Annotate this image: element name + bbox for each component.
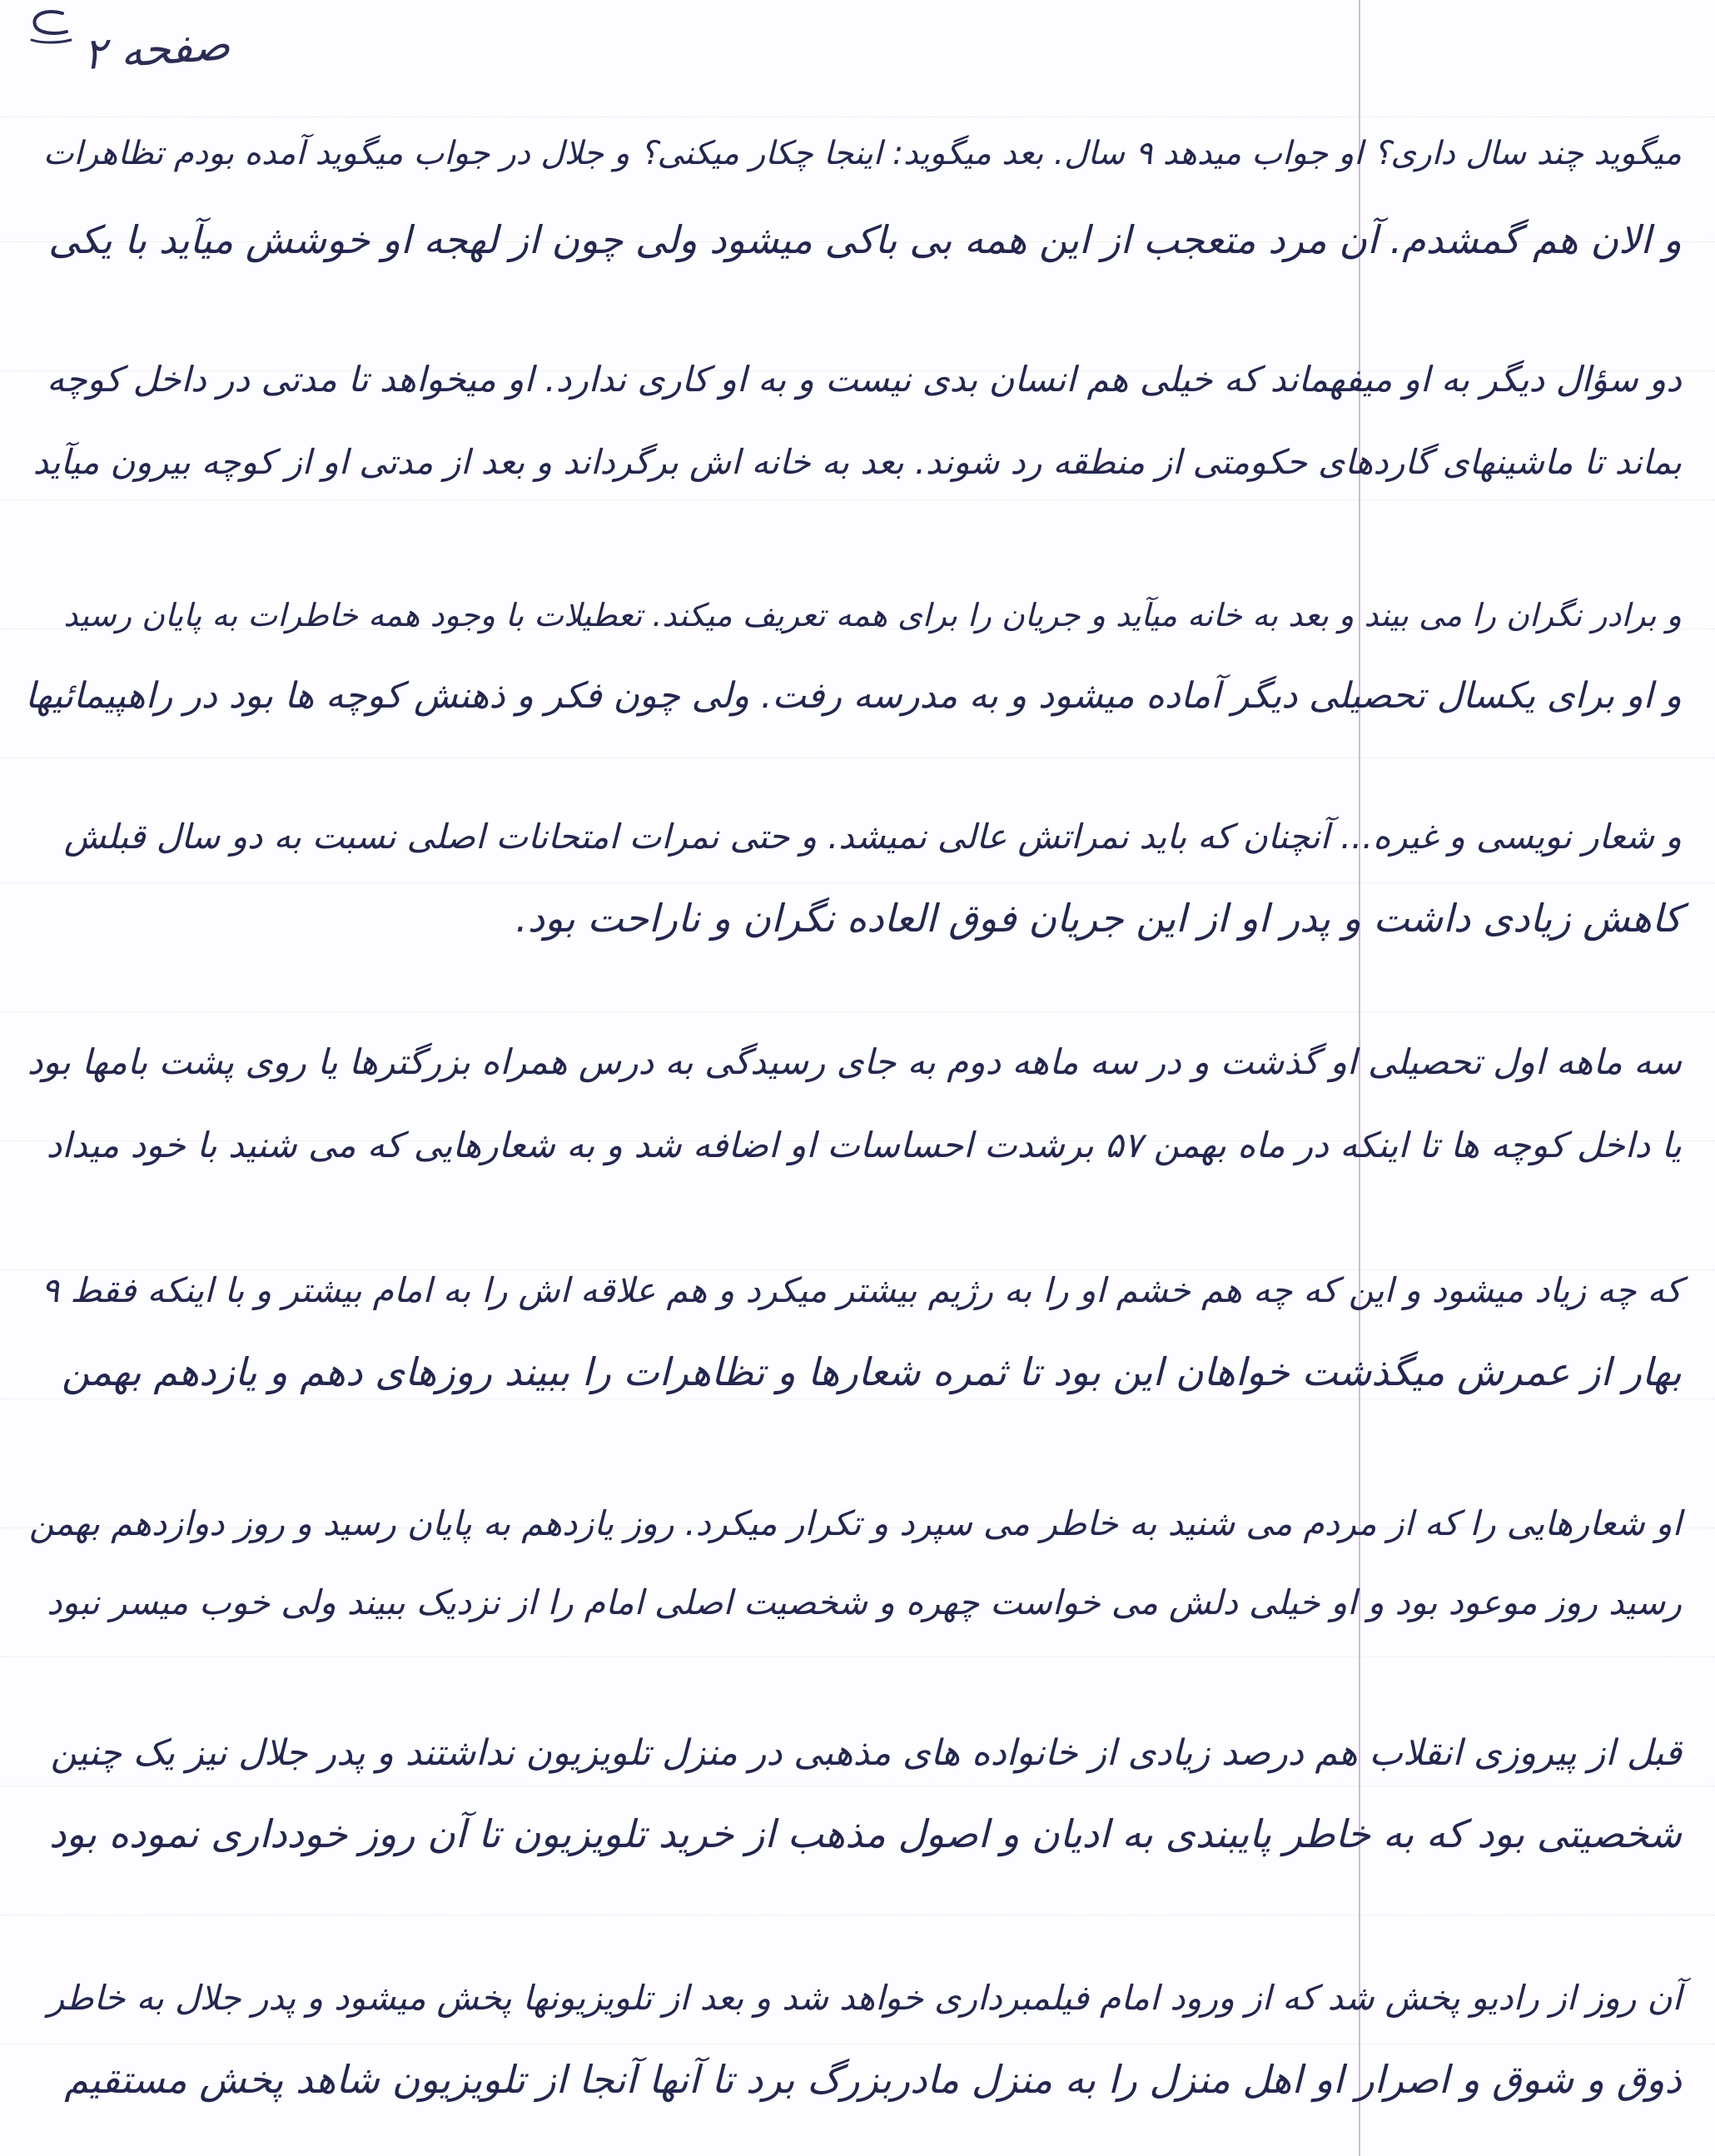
text-line: میگوید چند سال داری؟ او جواب میدهد ۹ سال. بعد میگوید: اینجا چکار میکنی؟ و جلال در جواب میگوید آمده بودم تظاهرات (42, 135, 1682, 172)
text-line: بماند تا ماشینهای گاردهای حکومتی از منطقه رد شوند. بعد به خانه اش برگرداند و بعد از مدتی او از کوچه بیرون میآید (32, 442, 1682, 482)
paper-rule (0, 499, 1715, 500)
text-line: سه ماهه اول تحصیلی او گذشت و در سه ماهه دوم به جای رسیدگی به درس همراه بزرگترها یا روی پشت بامها بود (27, 1041, 1682, 1082)
paper-rule (0, 882, 1715, 883)
page-number: صفحه ۲ (82, 19, 232, 81)
paper-rule (0, 1011, 1715, 1012)
text-line: دو سؤال دیگر به او میفهماند که خیلی هم انسان بدی نیست و به او کاری ندارد. او میخواهد تا مدتی در داخل کوچه (47, 359, 1682, 400)
text-line: رسید روز موعود بود و او خیلی دلش می خواست چهره و شخصیت اصلی امام را از نزدیک ببیند ولی خوب میسر نبود (47, 1582, 1682, 1622)
text-line: او شعارهایی را که از مردم می شنید به خاطر می سپرد و تکرار میکرد. روز یازدهم به پایان رسید و روز دوازدهم بهمن (28, 1503, 1682, 1543)
text-line: بهار از عمرش میگذشت خواهان این بود تا ثمره شعارها و تظاهرات را ببیند روزهای دهم و یازدهم بهمن (62, 1349, 1682, 1394)
text-line: که چه زیاد میشود و این که چه هم خشم او را به رژیم بیشتر میکرد و هم علاقه اش را به امام بیشتر و با اینکه فقط ۹ (41, 1270, 1682, 1310)
text-line: آن روز از رادیو پخش شد که از ورود امام فیلمبرداری خواهد شد و بعد از تلویزیونها پخش میشود و پدر جلال به خاطر (47, 1978, 1682, 2018)
text-line: قبل از پیروزی انقلاب هم درصد زیادی از خانواده های مذهبی در منزل تلویزیون نداشتند و پدر جلال نیز یک چنین (50, 1732, 1682, 1774)
paper-rule (0, 1398, 1715, 1399)
text-line: یا داخل کوچه ها تا اینکه در ماه بهمن ۵۷ برشدت احساسات او اضافه شد و به شعارهایی که می شنید با خود میداد (46, 1125, 1682, 1165)
corner-scribble-icon (25, 7, 75, 48)
text-line: کاهش زیادی داشت و پدر او از این جریان فوق العاده نگران و ناراحت بود. (515, 896, 1682, 941)
text-line: و او برای یکسال تحصیلی دیگر آماده میشود و به مدرسه رفت. ولی چون فکر و ذهنش کوچه ها بود در راهپیمائیها (25, 675, 1682, 717)
text-line: و برادر نگران را می بیند و بعد به خانه میآید و جریان را برای همه تعریف میکند. تعطیلات با وجود همه خاطرات به پایان رسید (63, 597, 1682, 633)
text-line: و شعار نویسی و غیره... آنچنان که باید نمراتش عالی نمیشد. و حتی نمرات امتحانات اصلی نسبت به دو سال قبلش (63, 817, 1682, 857)
text-line: شخصیتی بود که به خاطر پایبندی به ادیان و اصول مذهب از خرید تلویزیون تا آن روز خودداری نموده بود (49, 1811, 1682, 1856)
text-line: ذوق و شوق و اصرار او اهل منزل را به منزل مادربزرگ برد تا آنها آنجا از تلویزیون شاهد پخش مستقیم (64, 2057, 1682, 2102)
text-line: و الان هم گمشدم. آن مرد متعجب از این همه بی باکی میشود ولی چون از لهجه او خوشش میآید با یکی (48, 217, 1682, 262)
